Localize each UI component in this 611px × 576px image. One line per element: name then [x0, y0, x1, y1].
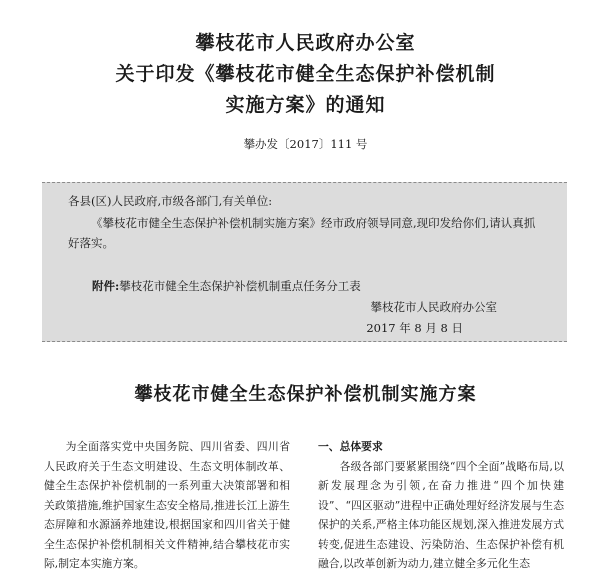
document-number: 攀办发〔2017〕111 号 — [243, 137, 368, 151]
title-line-3: 实施方案》的通知 — [225, 94, 386, 116]
title-line-2: 关于印发《攀枝花市健全生态保护补偿机制 — [115, 63, 496, 85]
notice-box — [42, 182, 567, 342]
attachment-text: 攀枝花市健全生态保护补偿机制重点任务分工表 — [119, 279, 361, 293]
intro-paragraph: 为全面落实党中央国务院、四川省委、四川省人民政府关于生态文明建设、生态文明体制改革、健全生态保护补偿机制的一系列重大决策部署和相关政策措施,维护国家生态安全格局,推进长江上游生态屏障和水源涵养地建设,根据国家和四川省关于健全生态保护补偿机制相关文件精神,结合攀枝花市实际,制定本实施方案。 — [44, 440, 290, 570]
attachment-line — [92, 276, 361, 296]
issue-date: 2017 年 8 月 8 日 — [366, 321, 463, 335]
right-column — [318, 437, 564, 574]
title-line-1: 攀枝花市人民政府办公室 — [195, 32, 416, 54]
attachment-label: 附件: — [92, 279, 120, 293]
notice-title — [0, 28, 611, 121]
issuer: 攀枝花市人民政府办公室 — [370, 300, 497, 314]
plan-title: 攀枝花市健全生态保护补偿机制实施方案 — [134, 384, 477, 405]
notice-body: 《攀枝花市健全生态保护补偿机制实施方案》经市政府领导同意,现印发给你们,请认真抓好落实。 — [68, 216, 536, 250]
section-heading: 一、总体要求 — [318, 440, 383, 453]
addressee: 各县(区)人民政府,市级各部门,有关单位: — [68, 194, 273, 208]
left-column — [44, 437, 290, 574]
section-paragraph: 各级各部门要紧紧围绕“四个全面”战略布局,以新发展理念为引领,在奋力推进“四个加快建设”、“四区驱动”进程中正确处理好经济发展与生态保护的关系,严格主体功能区规划,深入推进发展方式转变,促进生态建设、污染防治、生态保护补偿有机融合,以改革创新为动力,建立健全多元化生态 — [318, 459, 564, 570]
